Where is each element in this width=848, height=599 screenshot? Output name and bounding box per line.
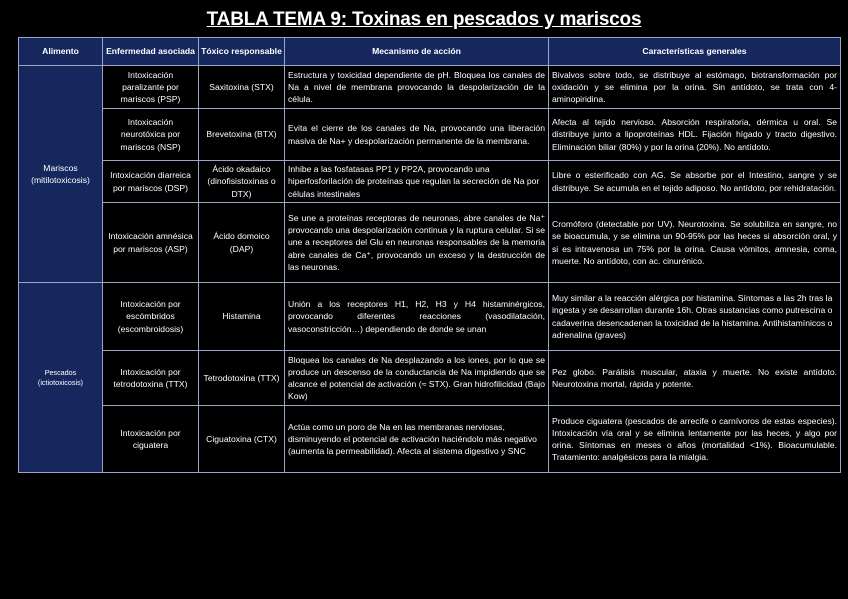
cell-mecanismo: Inhibe a las fosfatasas PP1 y PP2A, provocando una hiperfosforilación de proteínas que regulan la secreción de Na por células intestinales — [285, 161, 549, 203]
table-row — [19, 203, 841, 283]
table-row — [19, 109, 841, 161]
page-title: TABLA TEMA 9: Toxinas en pescados y mariscos — [206, 9, 642, 30]
header-enfermedad: Enfermedad asociada — [103, 38, 199, 66]
cell-toxico: Ácido domoico (DAP) — [199, 203, 285, 283]
cell-mecanismo: Evita el cierre de los canales de Na, provocando una liberación masiva de Na+ y despolarización permanente de la membrana. — [285, 109, 549, 161]
cell-mecanismo: Bloquea los canales de Na desplazando a los iones, por lo que se produce un descenso de la conductancia de Na impidiendo que se alcance el potencial de activación (≈ STX). Gran hidrofilicidad (Bajo Kow) — [285, 351, 549, 406]
cell-enfermedad: Intoxicación neurotóxica por mariscos (NSP) — [103, 109, 199, 161]
cell-caracteristicas: Cromóforo (detectable por UV). Neurotoxina. Se solubiliza en sangre, no se bioacumula, y se elimina un 90-95% por las heces si absorción oral, y si es intravenosa un 75% por la orina. Causa vómitos, amnesia, coma, muerte. No antídoto, con ac. cinurénico. — [549, 203, 841, 283]
cell-enfermedad: Intoxicación amnésica por mariscos (ASP) — [103, 203, 199, 283]
group-mariscos: Mariscos (mitilotoxicosis) — [19, 66, 103, 283]
header-mecanismo: Mecanismo de acción — [285, 38, 549, 66]
cell-enfermedad: Intoxicación paralizante por mariscos (PSP) — [103, 66, 199, 109]
header-caracteristicas: Características generales — [549, 38, 841, 66]
cell-enfermedad: Intoxicación por ciguatera — [103, 406, 199, 473]
table-row — [19, 283, 841, 351]
table-row — [19, 161, 841, 203]
table-row — [19, 66, 841, 109]
cell-toxico: Tetrodotoxina (TTX) — [199, 351, 285, 406]
table-row — [19, 351, 841, 406]
cell-caracteristicas: Bivalvos sobre todo, se distribuye al estómago, biotransformación por oxidación y se elimina por la orina. Sin antídoto, se trata con 4-aminopiridina. — [549, 66, 841, 109]
cell-mecanismo: Se une a proteínas receptoras de neuronas, abre canales de Na⁺ provocando una despolarización continua y la ruptura celular. Si se une a receptores del Glu en neuronas responsables de la memoria abre canales de Ca⁺, provocando un exceso y la destrucción de las neuronas. — [285, 203, 549, 283]
cell-toxico: Ciguatoxina (CTX) — [199, 406, 285, 473]
cell-mecanismo: Estructura y toxicidad dependiente de pH. Bloquea los canales de Na a nivel de membrana provocando la despolarización de la célula. — [285, 66, 549, 109]
cell-toxico: Saxitoxina (STX) — [199, 66, 285, 109]
cell-caracteristicas: Afecta al tejido nervioso. Absorción respiratoria, dérmica u oral. Se distribuye junto a lipoproteínas HDL. Fijación hígado y tracto digestivo. Eliminación biliar (80%) y por la orina (20%). No antídoto. — [549, 109, 841, 161]
header-row — [19, 38, 841, 66]
cell-caracteristicas: Pez globo. Parálisis muscular, ataxia y muerte. No existe antídoto. Neurotoxina mortal, rápida y potente. — [549, 351, 841, 406]
table-row — [19, 406, 841, 473]
cell-caracteristicas: Muy similar a la reacción alérgica por histamina. Síntomas a las 2h tras la ingesta y se desarrollan durante 16h. Otras sustancias como putrescina o cadaverina desencadenan la toxicidad de la histamina. Antihistamínicos o adrenalina (graves) — [549, 283, 841, 351]
cell-toxico: Histamina — [199, 283, 285, 351]
cell-caracteristicas: Produce ciguatera (pescados de arrecife o carnívoros de estas especies). Intoxicación vía oral y se elimina lentamente por las heces, y algo por orina. Síntomas en meses o años (mortalidad <1%). Bioacumulable. Tratamiento: analgésicos para la mialgia. — [549, 406, 841, 473]
cell-toxico: Ácido okadaico (dinofisistoxinas o DTX) — [199, 161, 285, 203]
group-pescados: Pescados (ictiotoxicosis) — [19, 283, 103, 473]
header-alimento: Alimento — [19, 38, 103, 66]
cell-caracteristicas: Libre o esterificado con AG. Se absorbe por el Intestino, sangre y se distribuye. Se acumula en el tejido adiposo. No antídoto, por rehidratación. — [549, 161, 841, 203]
cell-enfermedad: Intoxicación por tetrodotoxina (TTX) — [103, 351, 199, 406]
cell-mecanismo: Unión a los receptores H1, H2, H3 y H4 histaminérgicos, provocando diferentes reacciones (vasodilatación, vasoconstricción…) dependiendo de donde se unan — [285, 283, 549, 351]
cell-mecanismo: Actúa como un poro de Na en las membranas nerviosas, disminuyendo el potencial de activación haciéndolo más negativo (aumenta la permeabilidad). Afecta al sistema digestivo y SNC — [285, 406, 549, 473]
cell-toxico: Brevetoxina (BTX) — [199, 109, 285, 161]
toxins-table — [18, 37, 841, 473]
cell-enfermedad: Intoxicación por escómbridos (escombroidosis) — [103, 283, 199, 351]
header-toxico: Tóxico responsable — [199, 38, 285, 66]
cell-enfermedad: Intoxicación diarreica por mariscos (DSP) — [103, 161, 199, 203]
